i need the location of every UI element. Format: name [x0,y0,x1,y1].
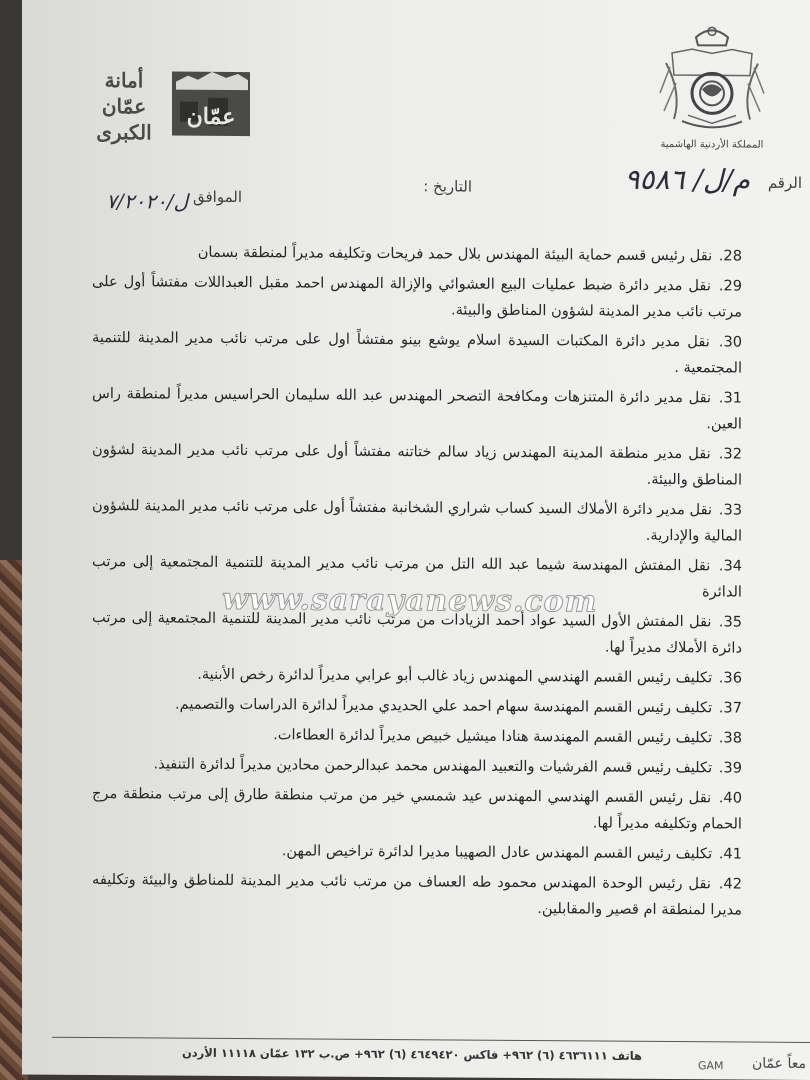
org-name-line-1: أمانة [104,68,144,93]
document-page [22,0,810,1080]
list-item-number: 31. [718,389,743,407]
list-item [92,493,742,550]
list-item [92,239,742,270]
list-item-text: تكليف رئيس القسم المهندس عادل الصهيبا مديرا لدائرة تراخيص المهن. [281,842,713,863]
list-item-number: 36. [718,669,742,687]
royal-crest-icon [652,23,772,156]
footer-logo-gam: GAM [698,1059,724,1073]
amman-logo-mark-icon [168,62,254,143]
ref-label: الرقم [767,173,802,192]
corresponding-label: الموافق [192,187,242,207]
list-item-text: نقل مدير دائرة المتنزهات ومكافحة التصحر المهندس عبد الله سليمان الحراسيس مديراً لمنطقة راس العين. [92,384,742,433]
list-item-number: 29. [718,277,743,295]
list-item [92,837,742,868]
list-item-number: 35. [718,613,743,631]
list-item-number: 38. [718,729,742,747]
list-item [92,325,742,382]
list-item-text: تكليف رئيس قسم الفرشيات والتعبيد المهندس محمد عبدالرحمن محادين مديراً لدائرة التنفيذ. [153,755,713,777]
list-item-number: 41. [718,845,742,863]
list-item-number: 40. [718,789,742,807]
list-item-text: نقل مدير دائرة ضبط عمليات البيع العشوائي والإزالة المهندس احمد مقبل العبداللات مفتشاً أول على مرتب نائب مدير المدينة لشؤون المناطق والبيئة. [92,272,742,321]
logo-mark-text: عمّان [186,103,236,130]
list-item [92,691,742,722]
list-item-number: 37. [718,699,742,717]
list-item-number: 33. [718,501,743,519]
list-item [92,269,742,326]
list-item [92,661,742,692]
list-item-text: نقل المفتش الأول السيد عواد أحمد الزيادات من مرتب نائب مدير المدينة للتنمية المجتمعية إلى مرتب دائرة الأملاك مديراً لها. [92,608,742,657]
footer-divider [52,1037,810,1043]
list-item-text: تكليف رئيس القسم المهندسة سهام احمد علي الحديدي مديراً لدائرة الدراسات والتصميم. [175,695,713,717]
org-name-line-2: عمّان [101,94,147,119]
corresponding-value: ل/٧/٢٠٢٠ [106,189,188,214]
list-item-text: نقل مدير دائرة الأملاك السيد كساب شراري الشخانبة مفتشاً أول على مرتب نائب مدير المدينة للشؤون المالية والإدارية. [92,496,742,545]
list-item-text: نقل مدير منطقة المدينة المهندس زياد سالم ختاتنه مفتشاً أول على مرتب نائب مدير المدينة لشؤون المناطق والبيئة. [92,440,742,489]
kingdom-text: المملكة الأردنية الهاشمية [660,138,764,151]
list-item-number: 32. [718,445,742,463]
reference-row [62,162,802,220]
list-item [92,721,742,752]
list-item-number: 42. [718,875,742,893]
footer-logo-arabic: معاً عمّان [752,1055,806,1072]
list-item-text: نقل رئيس القسم الهندسي المهندس عيد شمسي خير من مرتب منطقة طارق إلى مرتب منطقة مرج الحمام وتكليفه مديراً لها. [92,784,742,833]
list-item [92,751,742,782]
list-item-number: 34. [718,557,743,575]
org-name [84,67,164,146]
list-item-text: نقل رئيس قسم حماية البيئة المهندس بلال حمد فريحات وتكليفه مديراً لمنطقة بسمان [197,243,713,265]
list-item-text: نقل المفتش المهندسة شيما عبد الله التل من مرتب نائب مدير المدينة للتنمية المجتمعية إلى مرتب الدائرة [92,552,742,601]
list-item-number: 28. [718,247,742,265]
list-item-text: تكليف رئيس القسم الهندسي المهندس زياد غالب أبو عرابي مديراً لدائرة رخص الأبنية. [197,665,713,687]
footer-contact: هاتف ٤٦٣٦١١١ (٦) ٩٦٢+ فاكس ٤٦٤٩٤٢٠ (٦) ٩٦٢+ ص.ب ١٣٢ عمّان ١١١١٨ الأردن [181,1045,643,1063]
list-item-text: نقل مدير دائرة المكتبات السيدة اسلام يوشع بينو مفتشاً اول على مرتب نائب مدير المدينة للتنمية المجتمعية . [92,328,742,377]
list-item [92,381,742,438]
list-item-text: نقل رئيس الوحدة المهندس محمود طه العساف من مرتب نائب مدير المدينة للمناطق والبيئة وتكليفه مديرا لمنطقة ام قصير والمقابلين. [92,870,742,919]
ref-value: م/ل/ ٩٥٨٦ [624,162,750,197]
list-item [92,867,742,924]
date-label: التاريخ : [423,177,472,196]
list-item [92,781,742,838]
list-item-text: تكليف رئيس القسم المهندسة هنادا ميشيل خبيص مديراً لدائرة العطاءات. [273,726,713,747]
watermark: www.sarayanews.com [222,581,598,620]
list-item-number: 39. [718,759,742,777]
org-name-line-3: الكبرى [96,120,152,145]
list-item [92,437,742,494]
gam-logo [84,61,254,162]
list-item-number: 30. [718,333,743,351]
